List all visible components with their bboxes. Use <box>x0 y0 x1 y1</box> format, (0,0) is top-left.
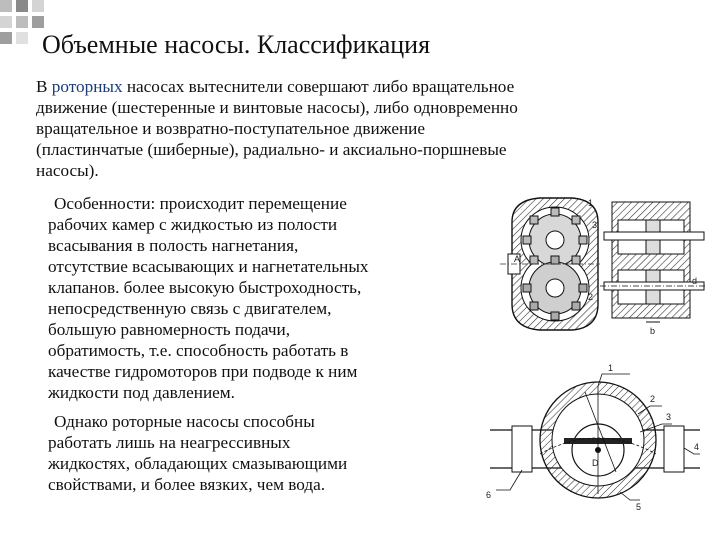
label-b: b <box>650 326 656 336</box>
decor-square <box>16 32 28 44</box>
features-line: отсутствие всасывающих и нагнетательных <box>48 257 369 276</box>
intro-rest: насосах вытеснители совершают либо вращательное <box>122 77 515 96</box>
label-1: 1 <box>588 198 594 208</box>
decor-square <box>0 16 12 28</box>
intro-line: движение (шестеренные и винтовые насосы), либо одновременно <box>36 98 518 117</box>
intro-line: вращательное и возвратно-поступательное движение <box>36 119 425 138</box>
features-line: обратимость, т.е. способность работать в <box>48 341 349 360</box>
decor-square <box>16 16 28 28</box>
label-3: 3 <box>592 220 598 230</box>
features-paragraph <box>36 193 466 403</box>
limitations-line: Однако роторные насосы способны <box>54 412 315 431</box>
decor-square <box>0 0 12 12</box>
decor-square <box>0 32 12 44</box>
limitations-line: работать лишь на неагрессивных <box>48 433 291 452</box>
decor-square <box>32 0 44 12</box>
gear-pump-section <box>600 202 706 322</box>
features-line: рабочих камер с жидкостью из полости <box>48 215 338 234</box>
decor-square <box>16 0 28 12</box>
label-1: 1 <box>608 363 614 373</box>
slide-title: Объемные насосы. Классификация <box>42 30 431 59</box>
intro-line <box>36 76 676 97</box>
limitations-line: свойствами, и более вязких, чем вода. <box>48 475 326 494</box>
features-line: всасывания в полость нагнетания, <box>48 236 299 255</box>
features-line: большую равномерность подачи, <box>48 320 291 339</box>
label-5: 5 <box>636 502 642 512</box>
label-3: 3 <box>666 412 672 422</box>
intro-line: (пластинчатые (шиберные), радиально- и аксиально-поршневые <box>36 140 507 159</box>
intro-paragraph <box>36 76 676 181</box>
label-6: 6 <box>486 490 492 500</box>
features-line: Особенности: происходит перемещение <box>54 194 347 213</box>
limitations-paragraph <box>36 411 466 495</box>
features-line: клапанов. более высокую быстроходность, <box>48 278 362 297</box>
label-2: 2 <box>588 292 594 302</box>
features-line: качестве гидромоторов при подводе к ним <box>48 362 358 381</box>
features-line: жидкости под давлением. <box>48 383 235 402</box>
intro-lead: В <box>36 77 52 96</box>
intro-highlight: роторных <box>51 77 123 96</box>
intro-line: насосы). <box>36 161 99 180</box>
limitations-line: жидкостях, обладающих смазывающими <box>48 454 348 473</box>
label-D: D <box>592 458 599 468</box>
label-A: A <box>514 254 521 264</box>
label-2: 2 <box>650 394 656 404</box>
vane-pump-figure <box>480 362 712 512</box>
label-4: 4 <box>694 442 700 452</box>
label-d: d <box>692 276 698 286</box>
decor-square <box>32 16 44 28</box>
gear-pump-figure <box>500 192 710 340</box>
features-line: непосредственную связь с двигателем, <box>48 299 332 318</box>
